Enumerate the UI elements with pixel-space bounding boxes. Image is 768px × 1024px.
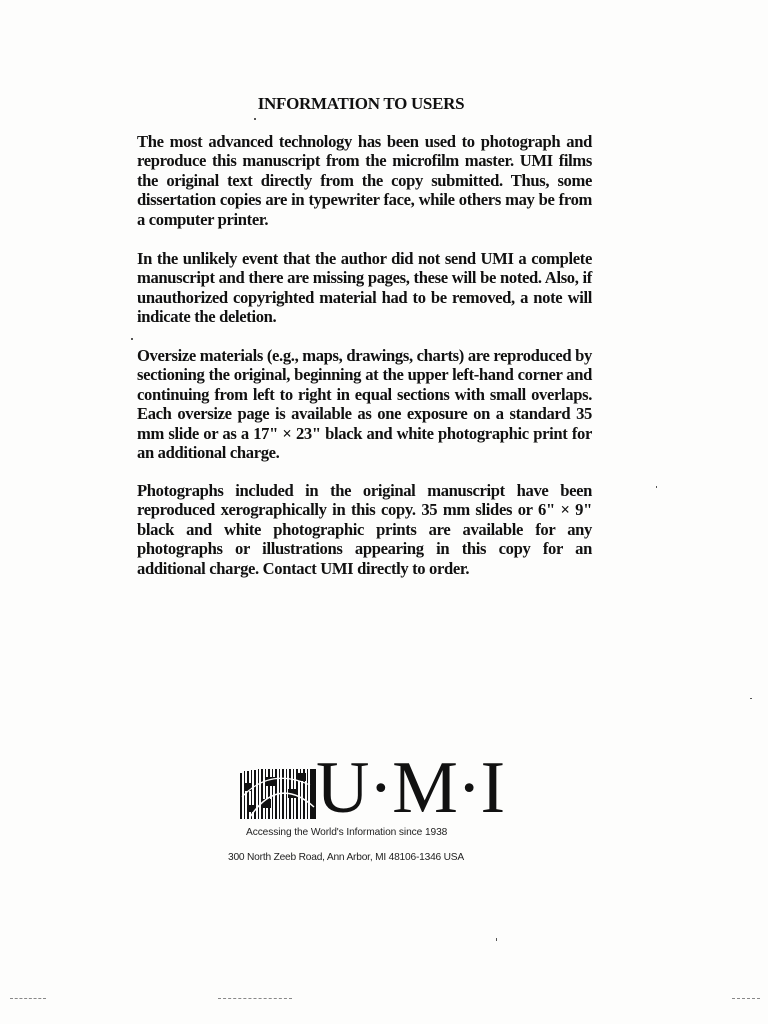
umi-logo (240, 747, 505, 829)
paragraph-oversize-materials: Oversize materials (e.g., maps, drawings, charts) are reproduced by sectioning the original, beginning at the upper left-hand corner and continuing from left to right in equal sections with small overlaps. Each oversize page is available as one exposure on a standard 35 mm slide or as a 17" × 23" black and white photographic print for an additional charge. (137, 346, 592, 463)
scan-edge-line (732, 998, 760, 1000)
scan-speck (496, 938, 497, 941)
paragraph-photographs: Photographs included in the original manuscript have been reproduced xerographically in this copy. 35 mm slides or 6" × 9" black and white photographic prints are available for any photographs or illustrations appearing in this copy for an additional charge. Contact UMI directly to order. (137, 481, 592, 578)
scan-speck (750, 698, 752, 699)
umi-logo-icon (240, 767, 318, 821)
paragraph-missing-pages: In the unlikely event that the author did not send UMI a complete manuscript and there are missing pages, these will be noted. Also, if unauthorized copyrighted material had to be removed, a note will indicate the deletion. (137, 249, 592, 327)
page-title: INFORMATION TO USERS (257, 94, 465, 113)
scan-speck (131, 338, 133, 340)
mailing-address: 300 North Zeeb Road, Ann Arbor, MI 48106-1346 USA (228, 852, 464, 863)
scan-speck (656, 486, 657, 488)
scan-edge-line (10, 998, 46, 1000)
umi-wordmark: U·M·I (316, 747, 505, 829)
scan-speck (254, 118, 256, 120)
scan-edge-line (218, 998, 292, 1000)
logo-tagline: Accessing the World's Information since 1938 (246, 827, 448, 838)
paragraph-technology: The most advanced technology has been used to photograph and reproduce this manuscript from the microfilm master. UMI films the original text directly from the copy submitted. Thus, some dissertation copies are in typewriter face, while others may be from a computer printer. (137, 132, 592, 229)
